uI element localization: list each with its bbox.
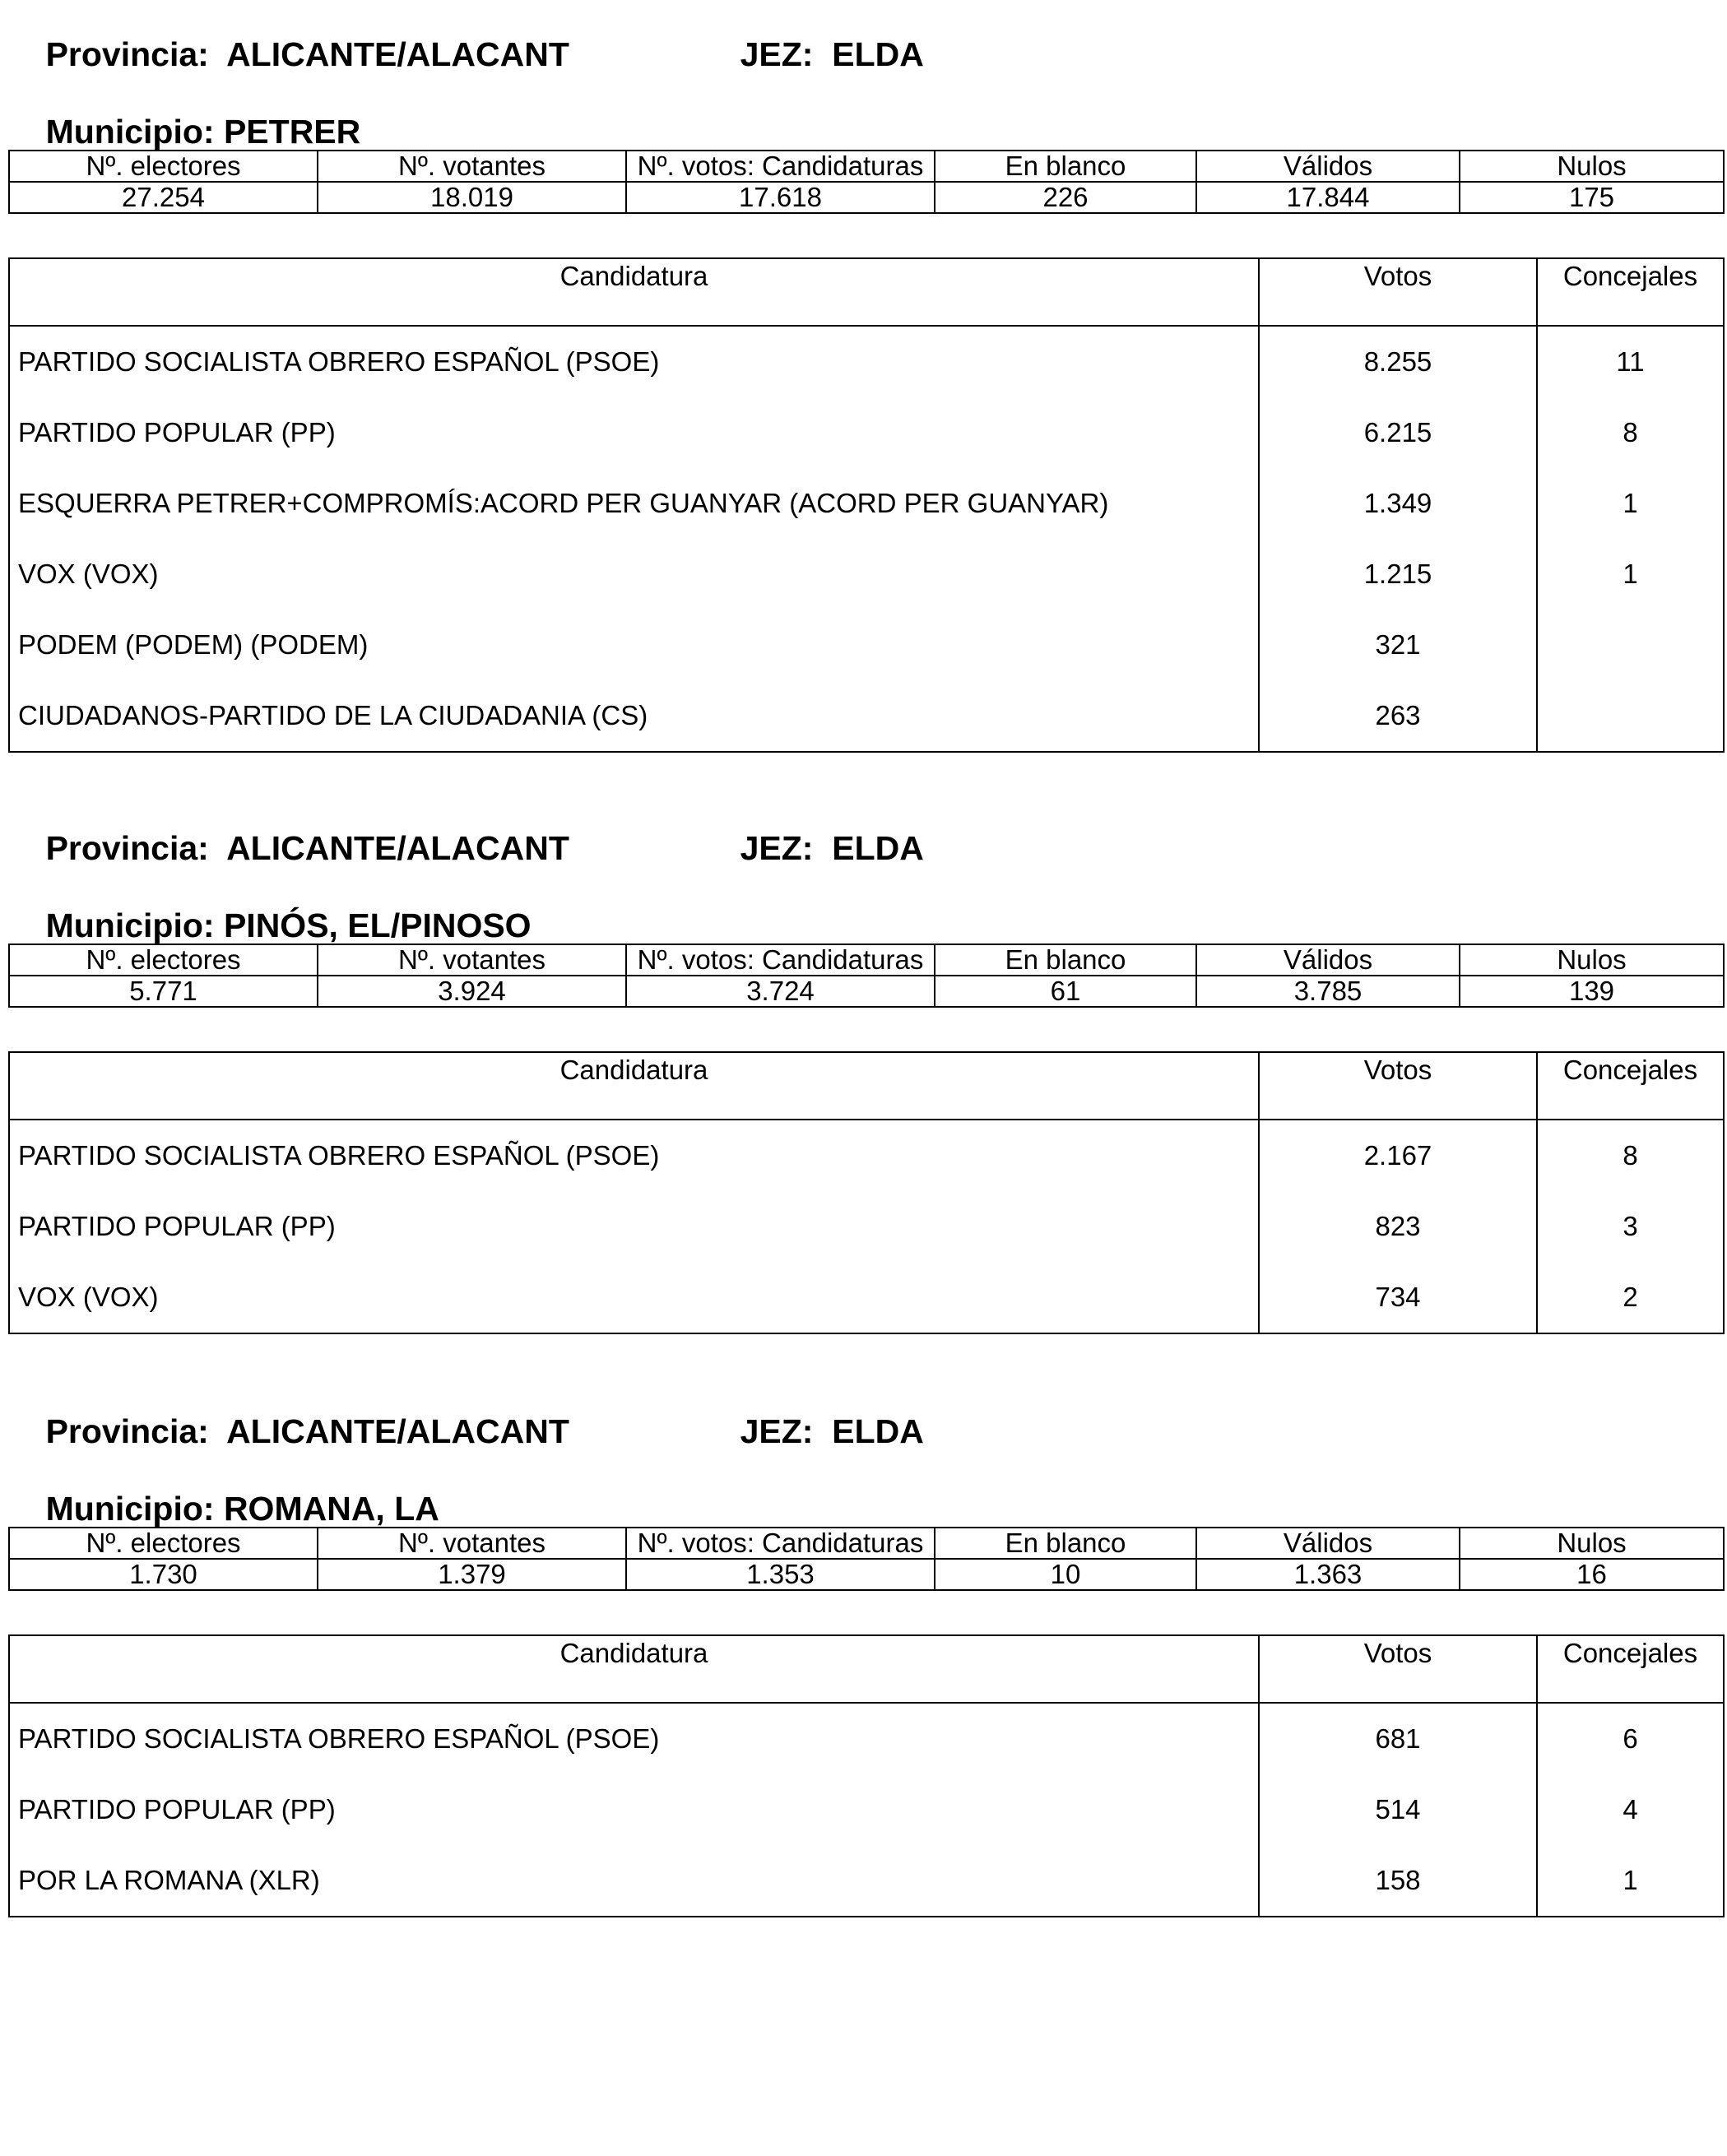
- candidatura-name: ESQUERRA PETRER+COMPROMÍS:ACORD PER GUANYAR (ACORD PER GUANYAR): [9, 468, 1259, 539]
- stats-header-electores: Nº. electores: [9, 944, 318, 976]
- provincia-label: Provincia:: [45, 1412, 209, 1450]
- candidatura-name: VOX (VOX): [9, 1262, 1259, 1333]
- stats-value-en-blanco: 10: [935, 1559, 1196, 1590]
- candidatura-concejales: 8: [1537, 397, 1724, 468]
- candidatura-name: CIUDADANOS-PARTIDO DE LA CIUDADANIA (CS): [9, 680, 1259, 752]
- stats-header-electores: Nº. electores: [9, 151, 318, 182]
- stats-header-votos-candidaturas: Nº. votos: Candidaturas: [626, 1528, 935, 1559]
- municipio-value: PETRER: [223, 113, 361, 151]
- header-concejales: Concejales: [1537, 1635, 1724, 1703]
- header-votos: Votos: [1259, 1052, 1537, 1120]
- provincia-label: Provincia:: [45, 35, 209, 73]
- candidatura-concejales: 3: [1537, 1191, 1724, 1262]
- stats-value-votantes: 18.019: [318, 182, 626, 213]
- candidatura-concejales: [1537, 680, 1724, 752]
- candidaturas-header-row: [9, 1635, 1724, 1703]
- stats-header-row: [9, 944, 1724, 976]
- stats-header-nulos: Nulos: [1460, 944, 1724, 976]
- municipio-label: Municipio:: [45, 113, 215, 151]
- candidatura-name: PARTIDO POPULAR (PP): [9, 397, 1259, 468]
- stats-value-validos: 3.785: [1196, 976, 1460, 1007]
- candidatura-name: PARTIDO SOCIALISTA OBRERO ESPAÑOL (PSOE): [9, 1120, 1259, 1191]
- provincia-value: ALICANTE/ALACANT: [226, 829, 569, 867]
- candidatura-votos: 681: [1259, 1703, 1537, 1774]
- header-concejales: Concejales: [1537, 1052, 1724, 1120]
- stats-value-electores: 1.730: [9, 1559, 318, 1590]
- provincia-value: ALICANTE/ALACANT: [226, 35, 569, 73]
- candidatura-votos: 321: [1259, 610, 1537, 680]
- header-candidatura: Candidatura: [9, 1635, 1259, 1703]
- candidatura-name: PARTIDO SOCIALISTA OBRERO ESPAÑOL (PSOE): [9, 326, 1259, 397]
- municipio-label: Municipio:: [45, 906, 215, 944]
- stats-header-votantes: Nº. votantes: [318, 944, 626, 976]
- stats-value-nulos: 139: [1460, 976, 1724, 1007]
- candidatura-votos: 823: [1259, 1191, 1537, 1262]
- table-row: [9, 326, 1724, 397]
- candidatura-concejales: 6: [1537, 1703, 1724, 1774]
- stats-value-nulos: 16: [1460, 1559, 1724, 1590]
- header-votos: Votos: [1259, 258, 1537, 326]
- table-row: [9, 1191, 1724, 1262]
- table-row: [9, 1703, 1724, 1774]
- stats-header-validos: Válidos: [1196, 151, 1460, 182]
- jez-value: ELDA: [832, 35, 924, 73]
- stats-header-row: [9, 1528, 1724, 1559]
- stats-table: [8, 944, 1725, 1008]
- candidatura-concejales: 8: [1537, 1120, 1724, 1191]
- stats-value-en-blanco: 61: [935, 976, 1196, 1007]
- header-candidatura: Candidatura: [9, 258, 1259, 326]
- candidatura-votos: 6.215: [1259, 397, 1537, 468]
- candidaturas-table: [8, 1051, 1725, 1334]
- jez-line: [703, 798, 924, 899]
- candidatura-name: PARTIDO SOCIALISTA OBRERO ESPAÑOL (PSOE): [9, 1703, 1259, 1774]
- candidatura-name: POR LA ROMANA (XLR): [9, 1845, 1259, 1917]
- candidatura-name: PARTIDO POPULAR (PP): [9, 1774, 1259, 1845]
- municipio-label: Municipio:: [45, 1490, 215, 1528]
- stats-header-en-blanco: En blanco: [935, 1528, 1196, 1559]
- stats-table: [8, 150, 1725, 214]
- candidatura-name: PARTIDO POPULAR (PP): [9, 1191, 1259, 1262]
- stats-header-electores: Nº. electores: [9, 1528, 318, 1559]
- candidatura-votos: 158: [1259, 1845, 1537, 1917]
- candidaturas-header-row: [9, 258, 1724, 326]
- candidatura-votos: 1.349: [1259, 468, 1537, 539]
- jez-line: [703, 1381, 924, 1482]
- table-row: [9, 1262, 1724, 1333]
- candidatura-votos: 514: [1259, 1774, 1537, 1845]
- candidatura-concejales: 11: [1537, 326, 1724, 397]
- stats-header-nulos: Nulos: [1460, 151, 1724, 182]
- candidatura-concejales: 1: [1537, 468, 1724, 539]
- stats-value-electores: 27.254: [9, 182, 318, 213]
- candidatura-concejales: [1537, 610, 1724, 680]
- jez-label: JEZ:: [740, 1412, 814, 1450]
- candidaturas-header-row: [9, 1052, 1724, 1120]
- candidatura-concejales: 4: [1537, 1774, 1724, 1845]
- stats-value-row: [9, 1559, 1724, 1590]
- candidatura-concejales: 2: [1537, 1262, 1724, 1333]
- jez-value: ELDA: [832, 829, 924, 867]
- table-row: [9, 1774, 1724, 1845]
- stats-header-votos-candidaturas: Nº. votos: Candidaturas: [626, 944, 935, 976]
- candidatura-concejales: 1: [1537, 539, 1724, 610]
- table-row: [9, 397, 1724, 468]
- jez-label: JEZ:: [740, 829, 814, 867]
- municipio-value: ROMANA, LA: [223, 1490, 439, 1528]
- municipio-value: PINÓS, EL/PINOSO: [223, 906, 532, 944]
- stats-value-votantes: 1.379: [318, 1559, 626, 1590]
- stats-header-votantes: Nº. votantes: [318, 1528, 626, 1559]
- provincia-value: ALICANTE/ALACANT: [226, 1412, 569, 1450]
- stats-header-votos-candidaturas: Nº. votos: Candidaturas: [626, 151, 935, 182]
- table-row: [9, 610, 1724, 680]
- stats-value-votos-candidaturas: 3.724: [626, 976, 935, 1007]
- stats-header-validos: Válidos: [1196, 1528, 1460, 1559]
- stats-value-validos: 1.363: [1196, 1559, 1460, 1590]
- stats-header-votantes: Nº. votantes: [318, 151, 626, 182]
- stats-value-electores: 5.771: [9, 976, 318, 1007]
- jez-value: ELDA: [832, 1412, 924, 1450]
- stats-value-votantes: 3.924: [318, 976, 626, 1007]
- header-concejales: Concejales: [1537, 258, 1724, 326]
- stats-header-en-blanco: En blanco: [935, 944, 1196, 976]
- stats-table: [8, 1527, 1725, 1591]
- stats-value-en-blanco: 226: [935, 182, 1196, 213]
- stats-value-nulos: 175: [1460, 182, 1724, 213]
- stats-value-votos-candidaturas: 1.353: [626, 1559, 935, 1590]
- header-votos: Votos: [1259, 1635, 1537, 1703]
- stats-header-validos: Válidos: [1196, 944, 1460, 976]
- jez-line: [703, 4, 924, 105]
- table-row: [9, 1120, 1724, 1191]
- stats-value-votos-candidaturas: 17.618: [626, 182, 935, 213]
- stats-value-row: [9, 182, 1724, 213]
- stats-value-validos: 17.844: [1196, 182, 1460, 213]
- candidatura-votos: 1.215: [1259, 539, 1537, 610]
- candidatura-concejales: 1: [1537, 1845, 1724, 1917]
- table-row: [9, 539, 1724, 610]
- stats-header-row: [9, 151, 1724, 182]
- jez-label: JEZ:: [740, 35, 814, 73]
- candidatura-votos: 734: [1259, 1262, 1537, 1333]
- header-candidatura: Candidatura: [9, 1052, 1259, 1120]
- candidaturas-table: [8, 257, 1725, 753]
- candidaturas-table: [8, 1634, 1725, 1917]
- table-row: [9, 468, 1724, 539]
- stats-value-row: [9, 976, 1724, 1007]
- provincia-label: Provincia:: [45, 829, 209, 867]
- candidatura-votos: 8.255: [1259, 326, 1537, 397]
- candidatura-name: VOX (VOX): [9, 539, 1259, 610]
- candidatura-name: PODEM (PODEM) (PODEM): [9, 610, 1259, 680]
- candidatura-votos: 2.167: [1259, 1120, 1537, 1191]
- stats-header-nulos: Nulos: [1460, 1528, 1724, 1559]
- table-row: [9, 680, 1724, 752]
- stats-header-en-blanco: En blanco: [935, 151, 1196, 182]
- candidatura-votos: 263: [1259, 680, 1537, 752]
- table-row: [9, 1845, 1724, 1917]
